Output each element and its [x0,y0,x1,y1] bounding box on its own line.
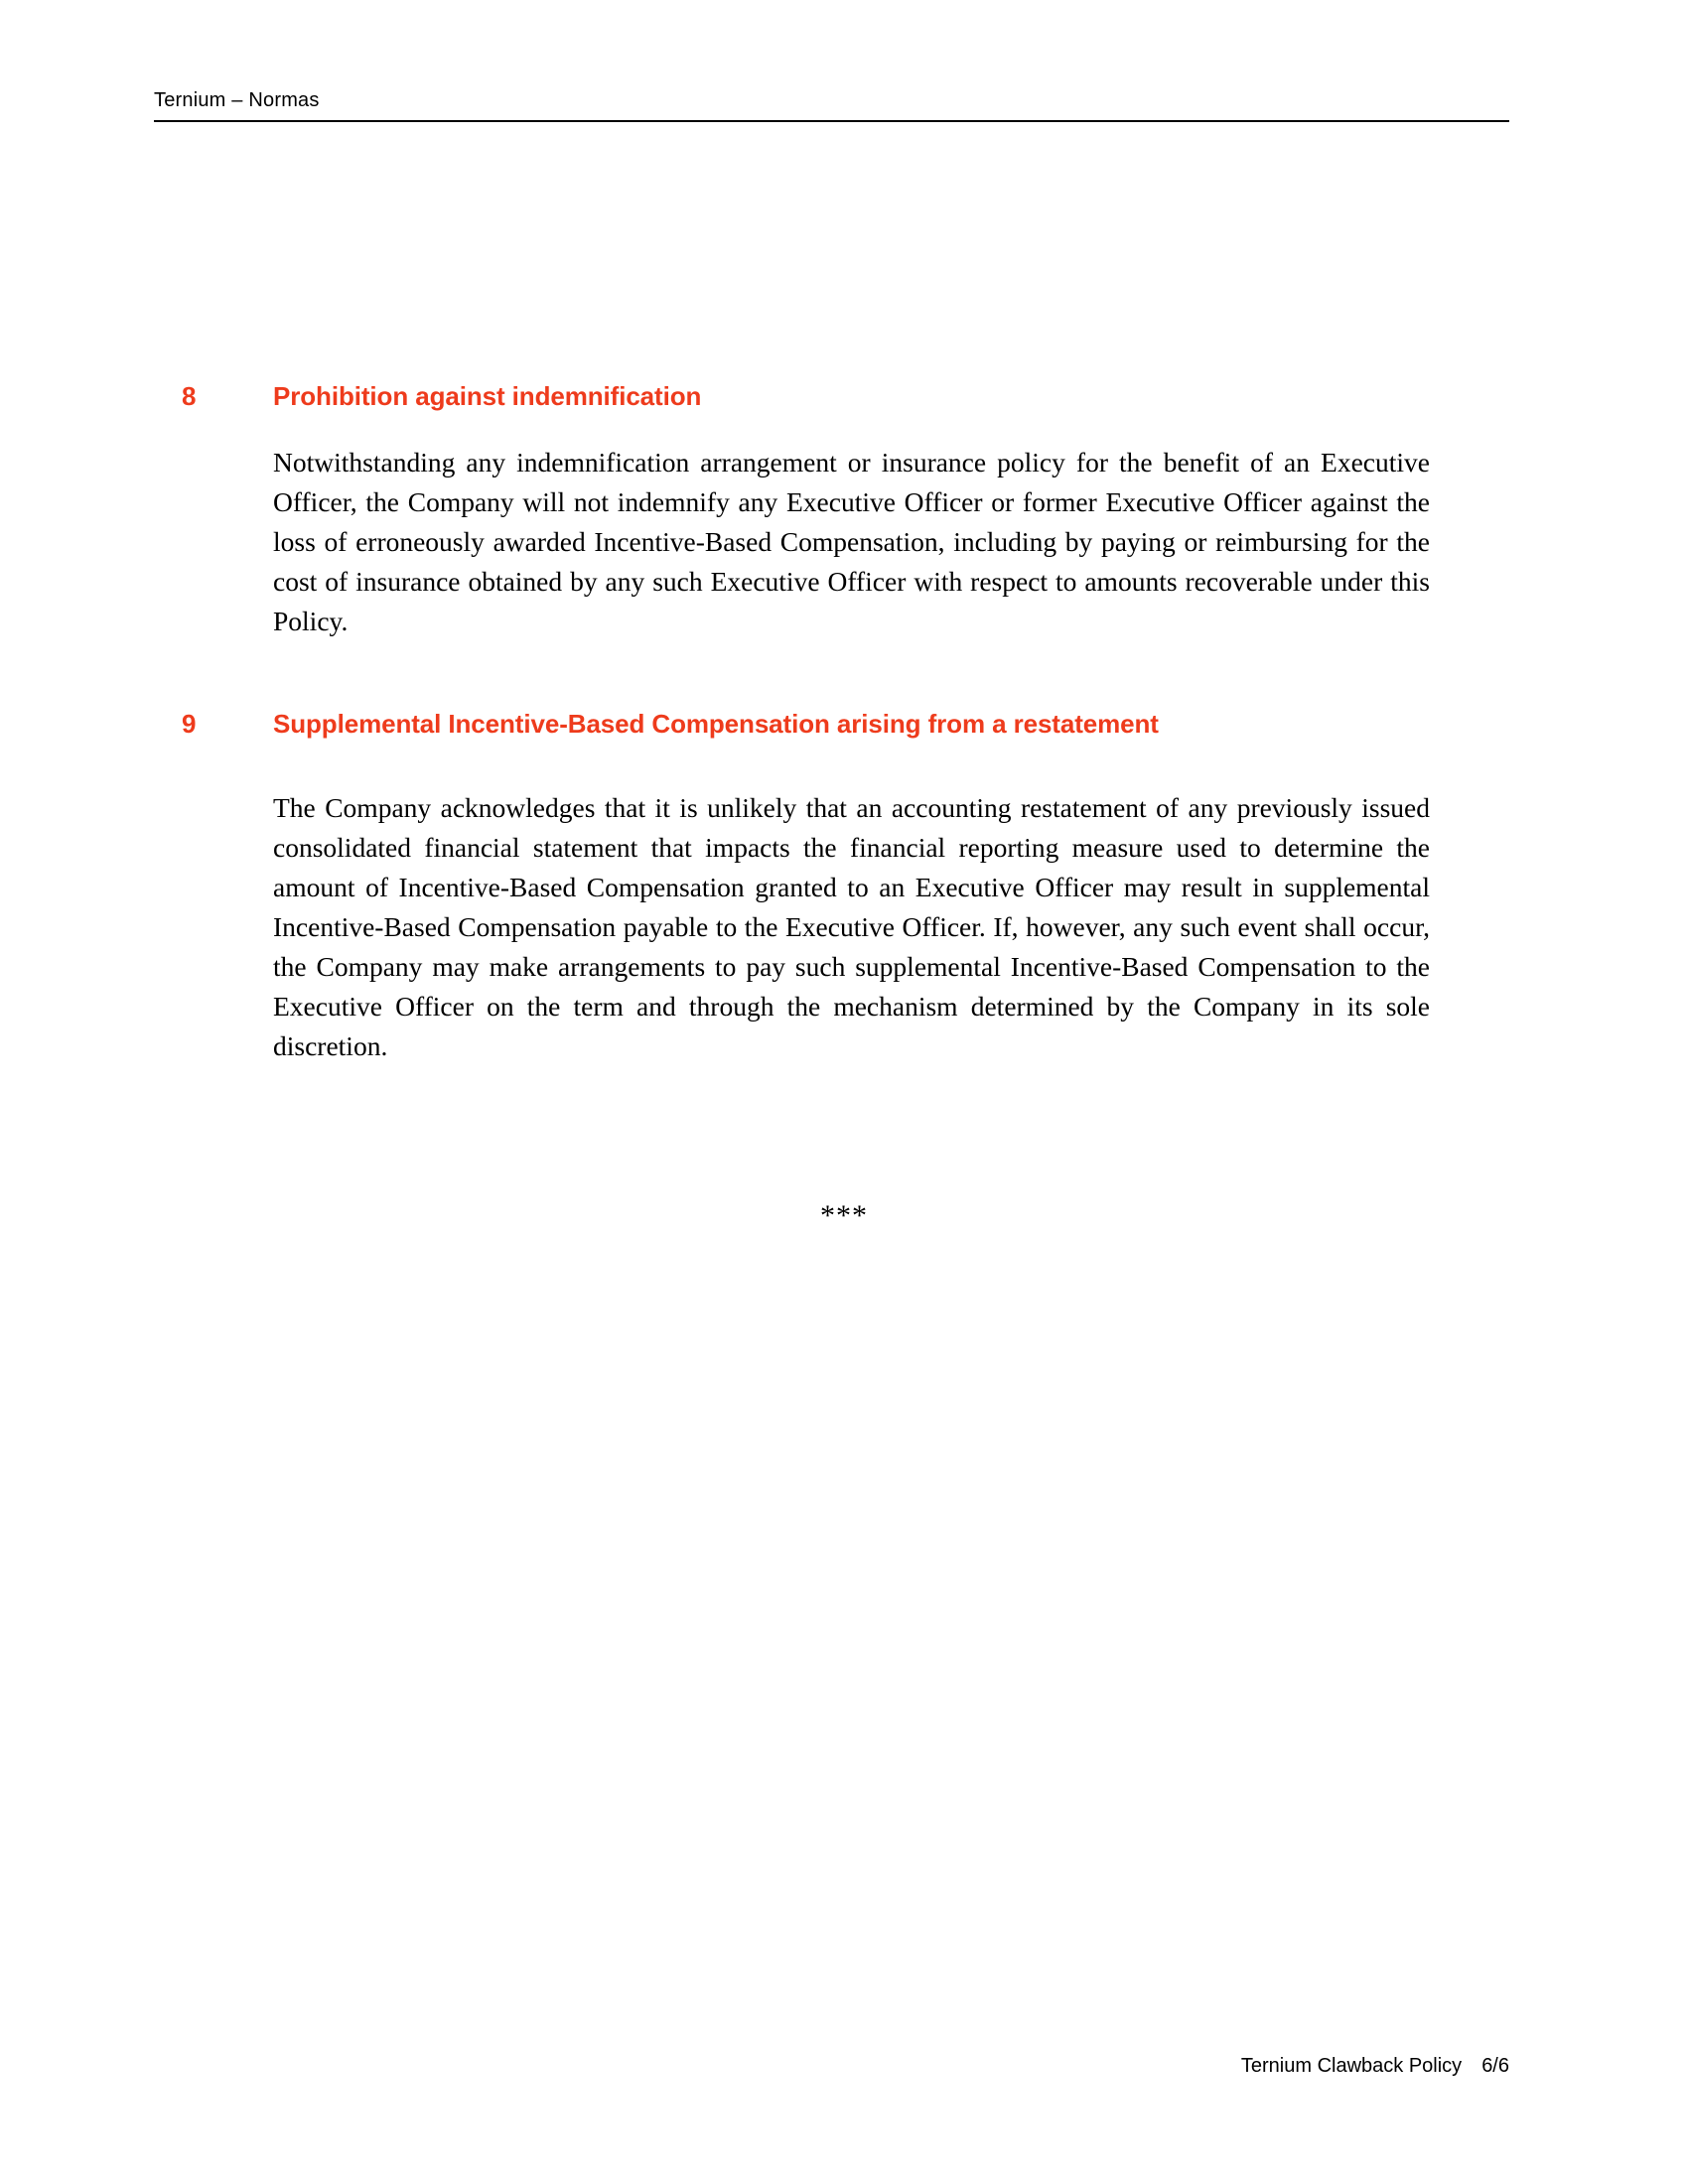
section-9-number: 9 [182,709,197,739]
section-9-paragraph: The Company acknowledges that it is unlikely that an accounting restatement of any previously issued consolidated financial statement that impacts the financial reporting measure used to determine the amount of Incentive-Based Compensation granted to an Executive Officer may result in supplemental Incentive-Based Compensation payable to the Executive Officer. If, however, any such event shall occur, the Company may make arrangements to pay such supplemental Incentive-Based Compensation to the Executive Officer on the term and through the mechanism determined by the Company in its sole discretion. [273,792,1430,1061]
page-header [154,87,1509,122]
header-divider-rule [154,120,1509,122]
section-8-heading [182,379,1430,413]
page-footer [154,2055,1509,2078]
section-divider-asterisks: *** [820,1199,868,1232]
section-9 [182,707,1430,1066]
section-9-title: Supplemental Incentive-Based Compensation arising from a restatement [273,709,1159,739]
running-head: Ternium – Normas [154,89,320,111]
section-8 [182,379,1430,641]
section-8-title: Prohibition against indemnification [273,381,702,411]
footer-page-number: 6/6 [1481,2055,1509,2077]
section-8-paragraph: Notwithstanding any indemnification arrangement or insurance policy for the benefit of an Executive Officer, the Company will not indemnify any Executive Officer or former Executive Officer against the loss of erroneously awarded Incentive-Based Compensation, including by paying or reimbursing for the cost of insurance obtained by any such Executive Officer with respect to amounts recoverable under this Policy. [273,447,1430,636]
section-9-heading [182,707,1430,741]
footer-document-title: Ternium Clawback Policy [1240,2055,1463,2077]
section-8-number: 8 [182,381,197,411]
